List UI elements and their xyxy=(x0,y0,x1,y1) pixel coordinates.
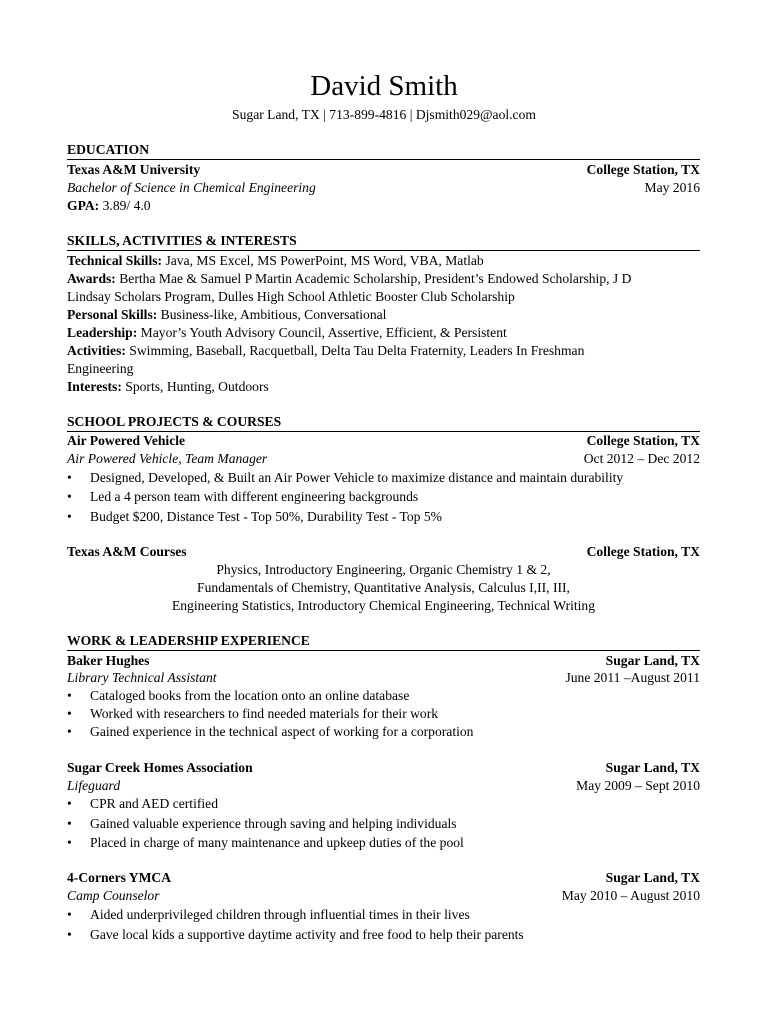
list-item xyxy=(67,928,524,942)
technical-skills-label: Technical Skills: xyxy=(67,253,163,268)
job-org: Sugar Creek Homes Association xyxy=(67,760,253,775)
list-item xyxy=(67,471,623,485)
gpa-line xyxy=(67,199,151,213)
activities-label: Activities: xyxy=(67,343,126,358)
list-item xyxy=(67,817,457,831)
bullet-text: Aided underprivileged children through influential times in their lives xyxy=(90,907,470,922)
personal-skills-value: Business-like, Ambitious, Conversational xyxy=(157,307,387,322)
project-header xyxy=(67,434,700,448)
bullet-icon: • xyxy=(67,796,72,811)
courses-location: College Station, TX xyxy=(586,544,700,559)
awards-line xyxy=(67,272,631,286)
project-role-row xyxy=(67,452,700,466)
bullet-icon: • xyxy=(67,489,72,504)
job-location: Sugar Land, TX xyxy=(605,870,700,885)
bullet-text: Gained valuable experience through saving and helping individuals xyxy=(90,816,457,831)
job-date: May 2010 – August 2010 xyxy=(561,888,700,903)
awards-label: Awards: xyxy=(67,271,116,286)
bullet-icon: • xyxy=(67,724,72,739)
bullet-icon: • xyxy=(67,927,72,942)
education-header xyxy=(67,163,700,177)
job-date: June 2011 –August 2011 xyxy=(565,670,700,685)
bullet-text: CPR and AED certified xyxy=(90,796,218,811)
graduation-date: May 2016 xyxy=(644,180,700,195)
section-title-skills: SKILLS, ACTIVITIES & INTERESTS xyxy=(67,233,297,248)
job-header xyxy=(67,761,700,775)
interests-value: Sports, Hunting, Outdoors xyxy=(121,379,269,394)
section-divider xyxy=(67,431,700,432)
list-item xyxy=(67,510,442,524)
job-role-row xyxy=(67,671,700,685)
leadership-value: Mayor’s Youth Advisory Council, Assertive, Efficient, & Persistent xyxy=(137,325,507,340)
bullet-text: Led a 4 person team with different engineering backgrounds xyxy=(90,489,419,504)
courses-header xyxy=(67,545,700,559)
section-divider xyxy=(67,250,700,251)
bullet-icon: • xyxy=(67,509,72,524)
activities-value: Swimming, Baseball, Racquetball, Delta Tau Delta Fraternity, Leaders In Freshman xyxy=(125,343,585,358)
bullet-icon: • xyxy=(67,706,72,721)
technical-skills-value: Java, MS Excel, MS PowerPoint, MS Word, VBA, Matlab xyxy=(162,253,484,268)
bullet-text: Gained experience in the technical aspect of working for a corporation xyxy=(90,724,474,739)
technical-skills-line xyxy=(67,254,484,268)
project-name: Air Powered Vehicle xyxy=(67,433,186,448)
list-item xyxy=(67,797,218,811)
degree: Bachelor of Science in Chemical Engineering xyxy=(67,180,316,195)
resume-name: David Smith xyxy=(310,70,458,102)
interests-label: Interests: xyxy=(67,379,122,394)
list-item xyxy=(67,490,418,504)
project-role: Air Powered Vehicle, Team Manager xyxy=(67,451,268,466)
leadership-line xyxy=(67,326,507,340)
bullet-text: Designed, Developed, & Built an Air Power Vehicle to maximize distance and maintain durability xyxy=(90,470,624,485)
section-title-work: WORK & LEADERSHIP EXPERIENCE xyxy=(67,633,310,648)
courses-line: Engineering Statistics, Introductory Chemical Engineering, Technical Writing xyxy=(171,598,596,613)
project-date: Oct 2012 – Dec 2012 xyxy=(583,451,700,466)
project-location: College Station, TX xyxy=(586,433,700,448)
gpa-label: GPA: xyxy=(67,198,100,213)
school-location: College Station, TX xyxy=(586,162,700,177)
interests-line xyxy=(67,380,269,394)
job-date: May 2009 – Sept 2010 xyxy=(576,778,700,793)
section-divider xyxy=(67,650,700,651)
awards-value: Bertha Mae & Samuel P Martin Academic Scholarship, President’s Endowed Scholarship, J D xyxy=(115,271,632,286)
job-location: Sugar Land, TX xyxy=(605,653,700,668)
section-divider xyxy=(67,159,700,160)
personal-skills-line xyxy=(67,308,386,322)
job-role: Camp Counselor xyxy=(67,888,160,903)
bullet-text: Worked with researchers to find needed materials for their work xyxy=(90,706,439,721)
gpa-value: 3.89/ 4.0 xyxy=(99,198,151,213)
bullet-text: Budget $200, Distance Test - Top 50%, Durability Test - Top 5% xyxy=(90,509,442,524)
bullet-icon: • xyxy=(67,907,72,922)
bullet-icon: • xyxy=(67,835,72,850)
list-item xyxy=(67,725,473,739)
job-role-row xyxy=(67,889,700,903)
list-item xyxy=(67,836,464,850)
job-header xyxy=(67,654,700,668)
bullet-text: Cataloged books from the location onto an online database xyxy=(90,688,410,703)
bullet-text: Gave local kids a supportive daytime activity and free food to help their parents xyxy=(90,927,524,942)
section-title-projects: SCHOOL PROJECTS & COURSES xyxy=(67,414,282,429)
school-name: Texas A&M University xyxy=(67,162,201,177)
list-item xyxy=(67,689,409,703)
bullet-icon: • xyxy=(67,688,72,703)
awards-line-continued: Lindsay Scholars Program, Dulles High School Athletic Booster Club Scholarship xyxy=(67,289,515,304)
job-header xyxy=(67,871,700,885)
leadership-label: Leadership: xyxy=(67,325,138,340)
job-role: Lifeguard xyxy=(67,778,121,793)
job-org: 4-Corners YMCA xyxy=(67,870,172,885)
courses-line: Physics, Introductory Engineering, Organic Chemistry 1 & 2, xyxy=(216,562,551,577)
courses-line: Fundamentals of Chemistry, Quantitative Analysis, Calculus I,II, III, xyxy=(197,580,570,595)
job-role: Library Technical Assistant xyxy=(67,670,217,685)
education-degree-row xyxy=(67,181,700,195)
personal-skills-label: Personal Skills: xyxy=(67,307,158,322)
job-location: Sugar Land, TX xyxy=(605,760,700,775)
contact-line: Sugar Land, TX | 713-899-4816 | Djsmith029@aol.com xyxy=(232,107,536,122)
bullet-icon: • xyxy=(67,816,72,831)
job-org: Baker Hughes xyxy=(67,653,150,668)
list-item xyxy=(67,707,438,721)
courses-name: Texas A&M Courses xyxy=(67,544,187,559)
job-role-row xyxy=(67,779,700,793)
activities-line-continued: Engineering xyxy=(67,361,134,376)
section-title-education: EDUCATION xyxy=(67,142,150,157)
activities-line xyxy=(67,344,584,358)
list-item xyxy=(67,908,470,922)
bullet-icon: • xyxy=(67,470,72,485)
bullet-text: Placed in charge of many maintenance and upkeep duties of the pool xyxy=(90,835,464,850)
